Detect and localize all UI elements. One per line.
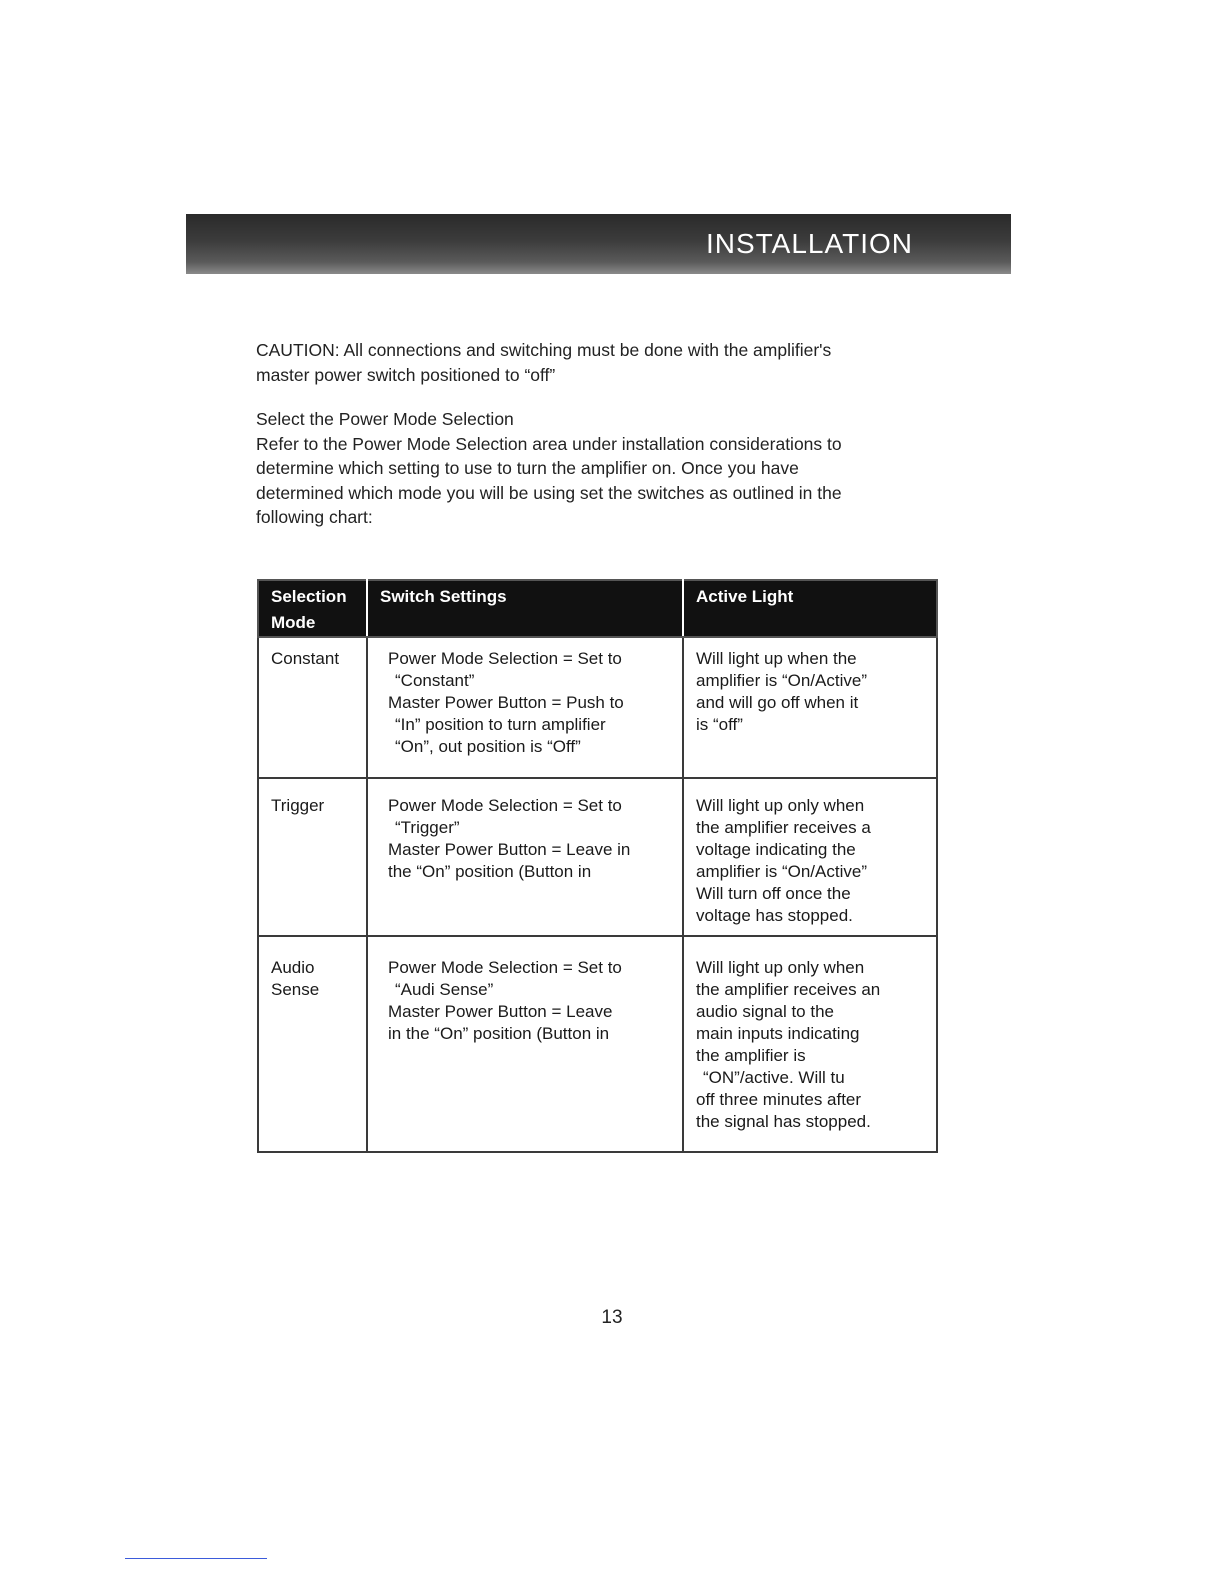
mode-cell: Trigger <box>258 778 367 936</box>
mode-cell: Constant <box>258 637 367 778</box>
instructions-line: following chart: <box>256 507 373 527</box>
switch-settings-cell: Power Mode Selection = Set to “Trigger” Master Power Button = Leave in the “On” position (Button in <box>367 778 683 936</box>
active-light-cell: Will light up only when the amplifier receives a voltage indicating the amplifier is “On/Active” Will turn off once the voltage has stopped. <box>683 778 937 936</box>
power-mode-chart <box>257 579 938 1153</box>
chart-header-row <box>258 580 937 637</box>
table-row <box>258 637 937 778</box>
header-mode-line: Mode <box>271 613 316 632</box>
caution-line: CAUTION: All connections and switching must be done with the amplifier's <box>256 340 832 360</box>
table-row <box>258 778 937 936</box>
page-number: 13 <box>601 1307 623 1328</box>
switch-settings-cell: Power Mode Selection = Set to “Constant” Master Power Button = Push to “In” position to turn amplifier “On”, out position is “Off” <box>367 637 683 778</box>
section-title: INSTALLATION <box>705 228 913 259</box>
instructions-line: determined which mode you will be using set the switches as outlined in the <box>256 482 842 503</box>
active-light-cell: Will light up only when the amplifier receives an audio signal to the main inputs indicating the amplifier is “ON”/active. Will tu off three minutes after the signal has stopped. <box>683 936 937 1152</box>
mode-cell: Audio Sense <box>258 936 367 1152</box>
section-header-bar <box>186 214 1011 274</box>
header-selection-mode <box>258 580 367 637</box>
table-row <box>258 936 937 1152</box>
instructions-line: Refer to the Power Mode Selection area under installation considerations to <box>256 433 842 454</box>
caution-line: master power switch positioned to “off” <box>256 364 556 385</box>
footer-divider <box>125 1558 267 1559</box>
header-switch-settings: Switch Settings <box>367 580 683 637</box>
header-active-light: Active Light <box>683 580 937 637</box>
power-mode-instructions <box>256 407 936 530</box>
instructions-heading: Select the Power Mode Selection <box>256 409 514 429</box>
caution-paragraph <box>256 338 936 387</box>
instructions-line: determine which setting to use to turn the amplifier on. Once you have <box>256 458 799 478</box>
header-mode-line: Selection <box>271 587 347 606</box>
switch-settings-cell: Power Mode Selection = Set to “Audi Sense” Master Power Button = Leave in the “On” position (Button in <box>367 936 683 1152</box>
active-light-cell: Will light up when the amplifier is “On/Active” and will go off when it is “off” <box>683 637 937 778</box>
